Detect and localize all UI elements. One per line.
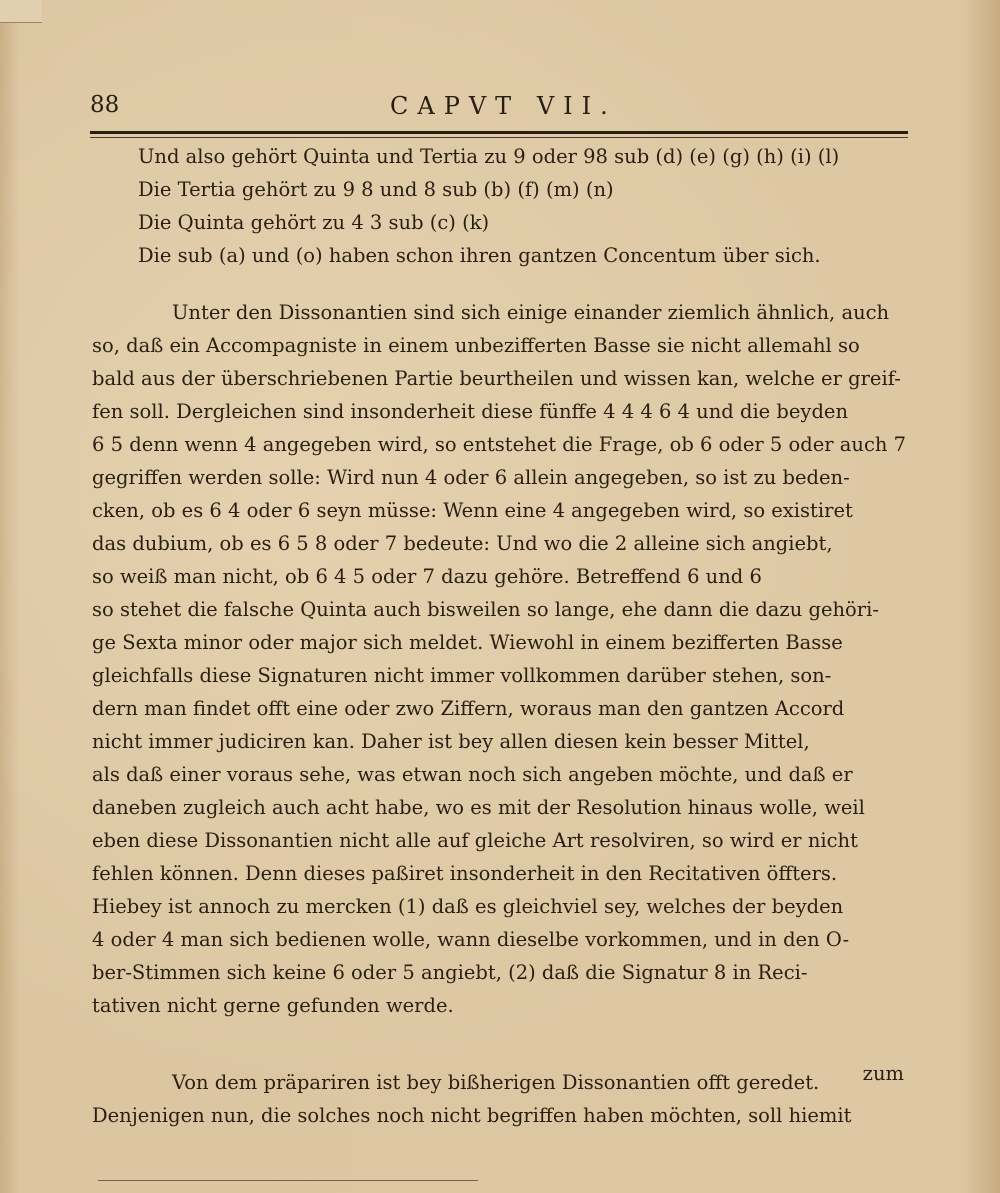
paragraph-gap — [92, 1022, 912, 1066]
text-line: bald aus der überschriebenen Partie beurtheilen und wissen kan, welche er greif- — [92, 367, 901, 390]
text-line: Und also gehört Quinta und Tertia zu 9 oder 98 sub (d) (e) (g) (h) (i) (l) — [138, 145, 840, 168]
text-line: gegriffen werden solle: Wird nun 4 oder 6 allein angegeben, so ist zu beden- — [92, 466, 850, 489]
text-line: gleichfalls diese Signaturen nicht immer vollkommen darüber stehen, son- — [92, 664, 832, 687]
text-line: das dubium, ob es 6 5 8 oder 7 bedeute: Und wo die 2 alleine sich angiebt, — [92, 532, 833, 555]
header-rule — [90, 131, 908, 134]
text-line: Die Quinta gehört zu 4 3 sub (c) (k) — [138, 211, 490, 234]
text-line: so, daß ein Accompagniste in einem unbezifferten Basse sie nicht allemahl so — [92, 334, 860, 357]
catchword: zum — [862, 1062, 904, 1085]
text-line: Unter den Dissonantien sind sich einige einander ziemlich ähnlich, auch — [172, 301, 890, 324]
text-line: Von dem präpariren ist bey bißherigen Dissonantien offt geredet. — [172, 1071, 820, 1094]
text-line: eben diese Dissonantien nicht alle auf gleiche Art resolviren, so wird er nicht — [92, 829, 858, 852]
text-line: Hiebey ist annoch zu mercken (1) daß es gleichviel sey, welches der beyden — [92, 895, 844, 918]
text-line: fen soll. Dergleichen sind insonderheit diese fünffe 4 4 4 6 4 und die beyden — [92, 400, 849, 423]
paragraph-gap — [92, 272, 912, 296]
text-line: 4 oder 4 man sich bedienen wolle, wann dieselbe vorkommen, und in den O- — [92, 928, 850, 951]
text-line: Denjenigen nun, die solches noch nicht begriffen haben möchten, soll hiemit — [92, 1104, 852, 1127]
text-line: als daß einer voraus sehe, was etwan noch sich angeben möchte, und daß er — [92, 763, 853, 786]
body-text — [92, 140, 912, 1132]
text-line: so stehet die falsche Quinta auch bisweilen so lange, ehe dann die dazu gehöri- — [92, 598, 879, 621]
text-line: cken, ob es 6 4 oder 6 seyn müsse: Wenn eine 4 angegeben wird, so existiret — [92, 499, 853, 522]
text-line: Die sub (a) und (o) haben schon ihren gantzen Concentum über sich. — [138, 244, 821, 267]
text-line: dern man findet offt eine oder zwo Ziffern, woraus man den gantzen Accord — [92, 697, 845, 720]
text-line: Die Tertia gehört zu 9 8 und 8 sub (b) (f) (m) (n) — [138, 178, 614, 201]
page-number: 88 — [90, 92, 120, 118]
text-line: tativen nicht gerne gefunden werde. — [92, 994, 454, 1017]
corner-fold — [0, 0, 42, 23]
text-line: ber-Stimmen sich keine 6 oder 5 angiebt, (2) daß die Signatur 8 in Reci- — [92, 961, 808, 984]
text-line: nicht immer judiciren kan. Daher ist bey allen diesen kein besser Mittel, — [92, 730, 810, 753]
text-line: fehlen können. Denn dieses paßiret insonderheit in den Recitativen öffters. — [92, 862, 838, 885]
text-line: so weiß man nicht, ob 6 4 5 oder 7 dazu gehöre. Betreffend 6 und 6 — [92, 565, 762, 588]
running-head: CAPVT VII. — [390, 92, 617, 120]
text-line: daneben zugleich auch acht habe, wo es mit der Resolution hinaus wolle, weil — [92, 796, 865, 819]
bottom-edge-line — [98, 1180, 478, 1181]
page-header — [90, 92, 910, 124]
header-rule-thin — [90, 137, 908, 138]
text-line: ge Sexta minor oder major sich meldet. Wiewohl in einem bezifferten Basse — [92, 631, 843, 654]
text-line: 6 5 denn wenn 4 angegeben wird, so entstehet die Frage, ob 6 oder 5 oder auch 7 — [92, 433, 907, 456]
